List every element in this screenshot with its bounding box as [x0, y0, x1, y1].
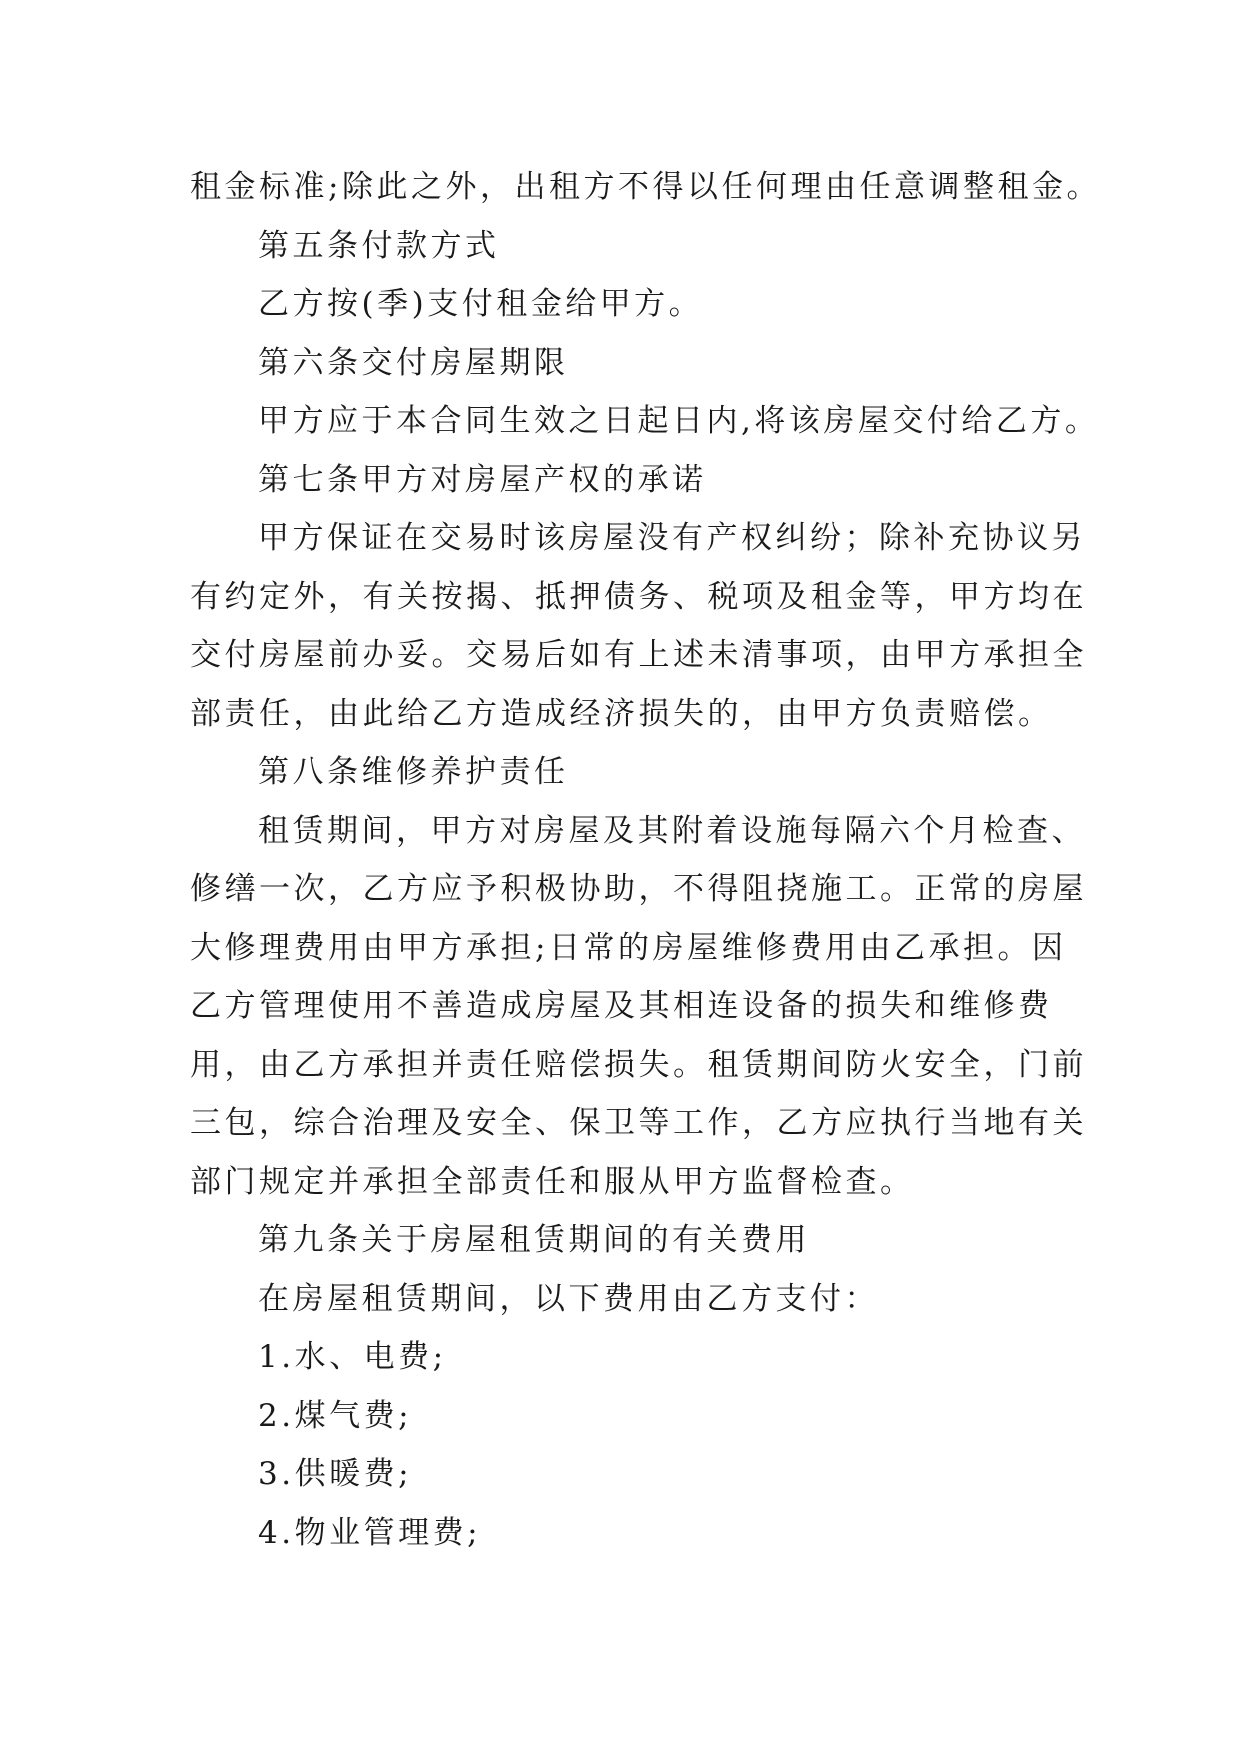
section-heading-ownership: 第七条甲方对房屋产权的承诺: [258, 461, 707, 498]
text-line: 用，由乙方承担并责任赔偿损失。租赁期间防火安全，门前: [190, 1046, 1087, 1083]
list-item-utilities: 1.水、电费;: [258, 1339, 447, 1375]
section-heading-maintenance: 第八条维修养护责任: [258, 754, 569, 790]
section-heading-delivery: 第六条交付房屋期限: [258, 344, 569, 381]
text-line: 有约定外，有关按揭、抵押债务、税项及租金等，甲方均在: [190, 578, 1087, 615]
text-line: 三包，综合治理及安全、保卫等工作，乙方应执行当地有关: [190, 1105, 1087, 1141]
text-line: 乙方按(季)支付租金给甲方。: [258, 286, 704, 322]
section-heading-payment: 第五条付款方式: [258, 227, 500, 264]
list-item-gas: 2.煤气费;: [258, 1397, 413, 1434]
text-line: 交付房屋前办妥。交易后如有上述未清事项，由甲方承担全: [190, 637, 1087, 673]
text-line: 乙方管理使用不善造成房屋及其相连设备的损失和维修费: [190, 988, 1053, 1024]
section-heading-fees: 第九条关于房屋租赁期间的有关费用: [258, 1222, 810, 1258]
text-line: 租赁期间，甲方对房屋及其附着设施每隔六个月检查、: [258, 812, 1086, 849]
text-line: 在房屋租赁期间，以下费用由乙方支付：: [258, 1280, 879, 1317]
text-line: 部门规定并承担全部责任和服从甲方监督检查。: [190, 1163, 915, 1200]
text-line: 甲方应于本合同生效之日起日内,将该房屋交付给乙方。: [258, 403, 1100, 439]
contract-text: [190, 158, 1101, 1562]
text-line: 大修理费用由甲方承担;日常的房屋维修费用由乙承担。因: [190, 929, 1067, 966]
text-line: 修缮一次，乙方应予积极协助，不得阻挠施工。正常的房屋: [190, 871, 1087, 907]
list-item-heating: 3.供暖费;: [258, 1456, 413, 1492]
list-item-property-management: 4.物业管理费;: [258, 1514, 482, 1551]
text-line: 部责任，由此给乙方造成经济损失的，由甲方负责赔偿。: [190, 695, 1053, 732]
text-line: 甲方保证在交易时该房屋没有产权纠纷；除补充协议另: [258, 520, 1086, 556]
text-line: 租金标准;除此之外，出租方不得以任何理由任意调整租金。: [190, 169, 1101, 205]
